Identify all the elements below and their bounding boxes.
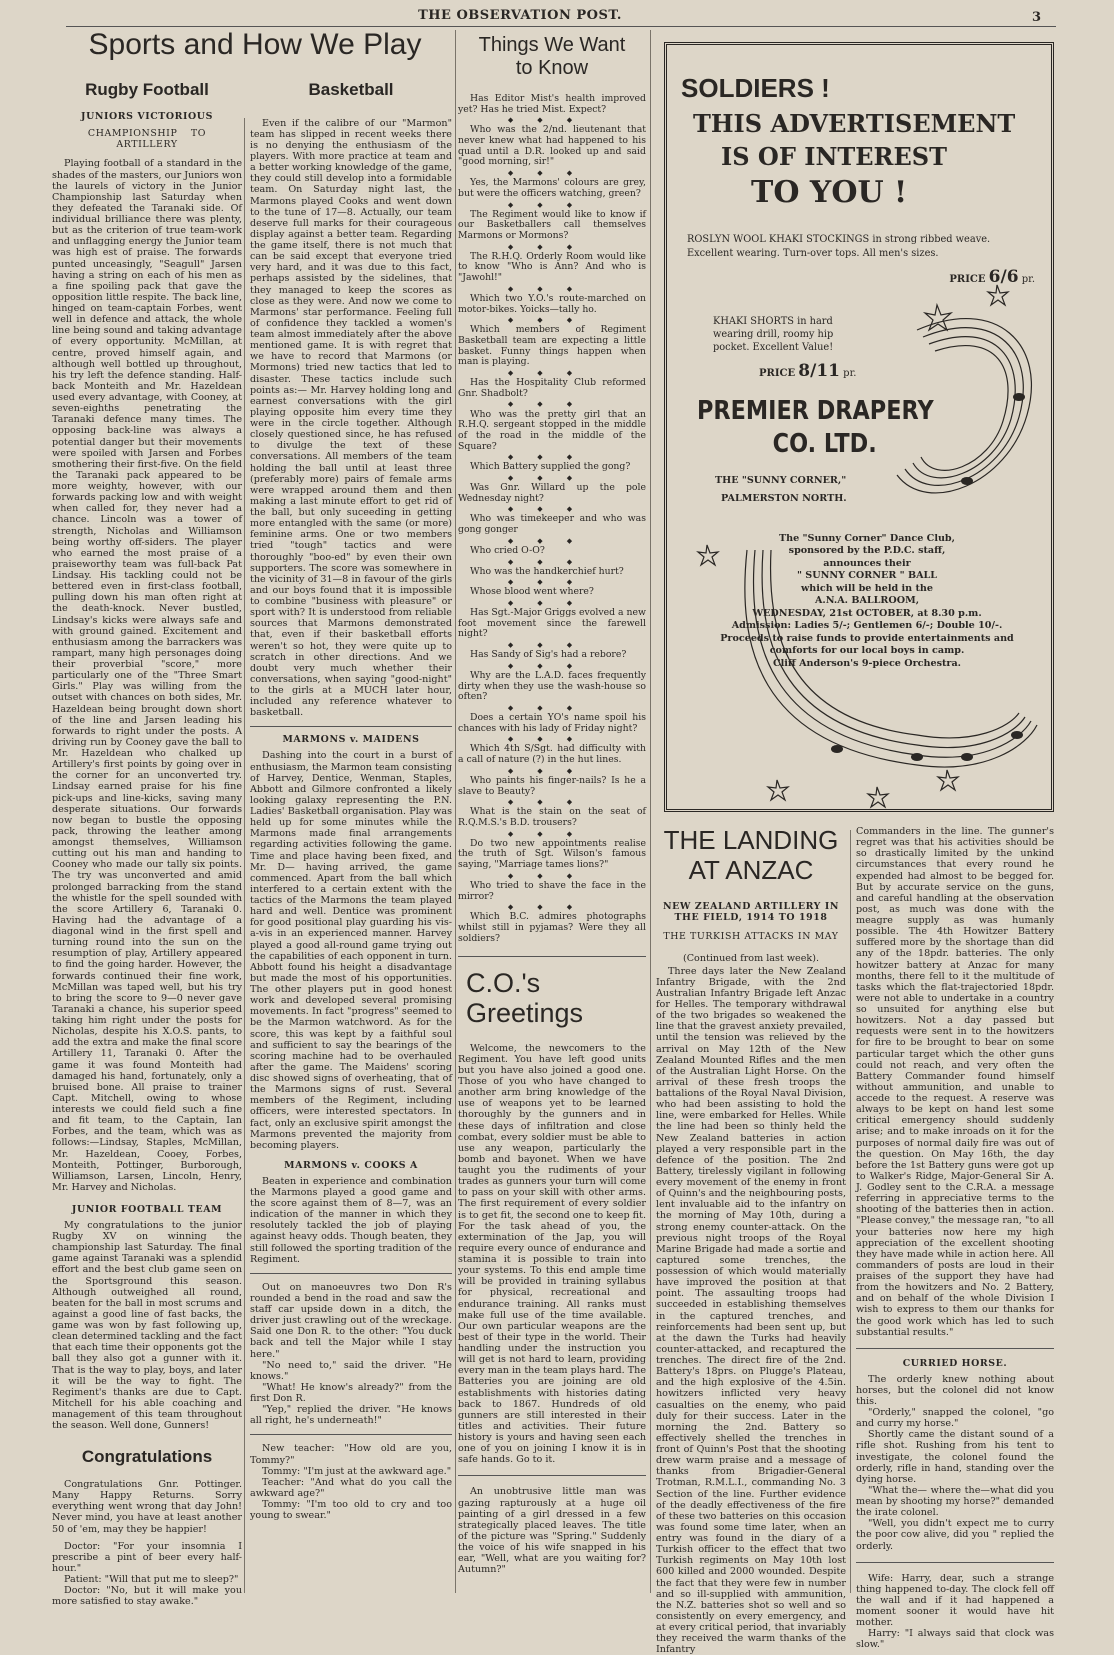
dance-line: A.N.A. BALLROOM, <box>814 595 920 607</box>
congratulations-text: Congratulations Gnr. Pottinger. Many Happy Returns. Sorry everything went wrong that day John! Never mind, you have at least another 50 of 'em, may they be happier! <box>52 1479 242 1535</box>
co-title-line: C.O.'s <box>466 968 541 999</box>
horse-line: Shortly came the distant sound of a rifle shot. Rushing from his tent to investigate, the colonel found the orderly, rifle in hand, standing over the dying horse. <box>856 1429 1054 1485</box>
horse-line: The orderly knew nothing about horses, but the colonel did not know this. <box>856 1373 1054 1407</box>
ad-headline-line: SOLDIERS ! <box>681 73 830 103</box>
stockings-price <box>667 267 1035 287</box>
question: Was Gnr. Willard up the pole Wednesday night? <box>458 482 646 504</box>
diamond-divider: ◆◆◆ <box>507 871 597 880</box>
question: Who was the handkerchief hurt? <box>470 565 624 577</box>
page-number: 3 <box>1032 10 1042 25</box>
continued-note: (Continued from last week). <box>682 952 820 964</box>
store-town: PALMERSTON NORTH. <box>721 493 847 505</box>
anzac-subhead-2: THE TURKISH ATTACKS IN MAY <box>663 930 839 942</box>
diamond-divider: ◆◆◆ <box>507 829 597 838</box>
basketball-heading: Basketball <box>308 80 394 99</box>
advertisement-box <box>664 42 1054 812</box>
diamond-divider: ◆◆◆ <box>507 599 597 608</box>
things-list <box>458 94 646 944</box>
question: Which two Y.O.'s route-marched on motor-bikes. Yoicks—tally ho. <box>458 292 646 315</box>
things-title: Things We Want to Know <box>478 34 626 79</box>
rugby-heading: Rugby Football <box>85 80 209 99</box>
price-unit: pr. <box>1021 273 1035 285</box>
ad-headline-line: THIS ADVERTISEMENT <box>693 109 1016 139</box>
story-line: "No need to," said the driver. "He knows." <box>250 1359 452 1382</box>
company-line: PREMIER DRAPERY <box>697 395 934 426</box>
dance-line: The "Sunny Corner" Dance Club, <box>779 533 955 544</box>
question: Has Sandy of Sig's had a rebore? <box>470 649 627 661</box>
marmons-cooks-heading: MARMONS v. COOKS A <box>284 1159 418 1171</box>
anzac-title <box>656 826 846 886</box>
dance-line: Proceeds to raise funds to provide entertainments and <box>720 632 1014 644</box>
dance-line: Admission: Ladies 5/-; Gentlemen 6/-; Double 10/-. <box>731 620 1003 632</box>
dance-line: which will be held in the <box>801 582 933 594</box>
diamond-divider: ◆◆◆ <box>507 284 597 293</box>
diamond-divider: ◆◆◆ <box>507 641 597 650</box>
story-line: "Yep," replied the driver. "He knows all right, he's underneath!" <box>250 1404 452 1427</box>
anzac-column-2 <box>856 826 1054 1651</box>
dance-notice <box>687 533 1047 670</box>
diamond-divider: ◆◆◆ <box>507 169 597 178</box>
clock-line: Harry: "I always said that clock was slow." <box>856 1628 1054 1651</box>
question: Has Sgt.-Major Griggs evolved a new foot movement since the farewell night? <box>458 607 646 640</box>
co-greetings-text: Welcome, the newcomers to the Regiment. You have left good units but you have also joined a good one. Those of you who have changed to another arm bring knowledge of the use of weapons yet to be learned thoroughly by the gunners and in these days of infiltration and close combat, every soldier must be able to use any weapon, particularly the bomb and bayonet. When we have taught you the rudiments of your trades as gunners your turn will come to pass on your skill with other arms. The first requirement of every soldier is to get fit, the second one to keep fit. For the task ahead of you, the extermination of the Jap, you will require every ounce of endurance and stamina it is possible to train into your systems. To this end ample time will be provided in training syllabus for physical, recreational and endurance training. All ranks must make full use of the time available. Our own particular weapons are the best of their type in the world. Their handling under the instruction you will get is not hard to learn, providing every man in the team plays hard. The Batteries you are joining are old establishments with histories dating back to 1867. Hundreds of old gunners are still interested in their titles and activities. Their future history is yours and having seen each one of you on joining I know it is in safe hands. Go to it. <box>458 1042 646 1466</box>
dance-line: comforts for our local boys in camp. <box>769 645 965 657</box>
ad-headline-block <box>693 108 1051 213</box>
marmons-maidens-article: Dashing into the court in a burst of enthusiasm, the Marmon team consisting of Harvey, Dentice, Wenman, Staples, Abbott and Gilmore confronted a likely looking galaxy representing the P.N. Ladies' Basketball organisation. Play was held up for some minutes while the Marmons made final arrangements regarding activities following the game. Time and place having been fixed, and Mr. D— having arrived, the game commenced. Apart from the ball which interfered to a certain extent with the tactics of the Marmons the team played hard and well. Dentice was prominent for good positional play guarding his vis-a-vis in an experienced manner. Harvey played a good all-round game trying out the capabilities of each opponent in turn. Abbott found his height a disadvantage but made the most of his opportunities. The other players put in good honest work and developed several promising movements. In fact "progress" seemed to be the Marmon watchword. As for the score, this was kept by a faithful soul and sufficient to say the bearings of the scoring machine had to be overhauled after the game. The Maidens' scoring disc showed signs of overheating, that of the Marmons signs of rust. Several members of the Regiment, including officers, were interested spectators. In fact, only an exclusive spirit amongst the Marmons prevented the majority from becoming players. <box>250 750 452 1151</box>
diamond-divider: ◆◆◆ <box>507 766 597 775</box>
painting-story: An unobtrusive little man was gazing rapturously at a huge oil painting of a girl dressed in a few strategically placed leaves. The title of the picture was "Spring." Suddenly the voice of his wife snapped in his ear, "Well, what are you waiting for? Autumn?" <box>458 1486 646 1576</box>
shorts-description: KHAKI SHORTS in hard wearing drill, roomy hip pocket. Excellent Value! <box>713 315 834 354</box>
diamond-divider: ◆◆◆ <box>507 536 597 545</box>
price-unit: pr. <box>843 367 857 379</box>
joke-line: New teacher: "How old are you, Tommy?" <box>250 1443 452 1466</box>
diamond-divider: ◆◆◆ <box>507 661 597 670</box>
marmons-maidens-heading: MARMONS v. MAIDENS <box>282 734 420 746</box>
diamond-divider: ◆◆◆ <box>507 557 597 566</box>
joke-line: Doctor: "No, but it will make you more satisfied to stay awake." <box>52 1585 242 1608</box>
junior-team-article: My congratulations to the junior Rugby XV on winning the championship last Saturday. The final game against Taranaki was a splendid effort and the best club game seen on the Sportsground this season. Although outweighed all round, beaten for the ball in most scrums and against a good line of fast backs, the game was won by fast following up, clean determined tackling and the fact that each time their opponents got the ball they also got a gunner with it. That is the way to play, boys, and later it will be the way to fight. The Regiment's thanks are due to Capt. Mitchell for his able coaching and management of this team throughout the season. Well done, Gunners! <box>52 1219 242 1432</box>
rugby-subhead: JUNIORS VICTORIOUS <box>81 110 213 122</box>
marmons-cooks-article: Beaten in experience and combination the Marmons played a good game and the score against them of 8—7, was an indication of the manner in which they resolutely tackled the job of playing against heavy odds. Though beaten, they still followed the sporting tradition of the Regiment. <box>250 1175 452 1265</box>
rugby-column <box>52 80 242 1608</box>
story-line: Out on manoeuvres two Don R's rounded a bend in the road and saw the staff car upside down in a ditch, the driver just crawling out of the wreckage. Said one Don R. to the other: "You duck back and tell the Major while I stay here." <box>250 1281 452 1360</box>
divider <box>250 1434 452 1435</box>
congratulations-heading: Congratulations <box>81 1447 213 1467</box>
question: What is the stain on the seat of R.Q.M.S.'s B.D. trousers? <box>458 806 646 828</box>
question: Does a certain YO's name spoil his chances with his lady of Friday night? <box>458 712 646 734</box>
joke-line: Tommy: "I'm too old to cry and too young to swear." <box>250 1499 452 1522</box>
dance-line: " SUNNY CORNER " BALL <box>796 570 938 582</box>
diamond-divider: ◆◆◆ <box>507 453 597 462</box>
basketball-article: Even if the calibre of our "Marmon" team has slipped in recent weeks there is no denying the enthusiasm of the players. With more practice at team and a better working knowledge of the game, they could still develop into a formidable team. On Saturday night last, the Marmons played Cooks and went down to the tune of 17—8. Actually, our team deserve full marks for their courageous display against a better team. Regarding the game itself, there is not much that can be said except that everyone tried very hard, and it was due to this fact, perhaps assisted by the sidelines, that they managed to keep the scores as close as they were. And now we come to Marmons' star performance. Feeling full of confidence they tackled a women's team almost immediately after the above mentioned game. It is with regret that we have to record that Marmons (or Mormons) tried new tactics that led to disaster. These tactics include such points as:— Mr. Harvey holding long and earnest conversations with the girl playing opposite him every time they were in the circle together. Although closely questioned since, he has refused to divulge the text of these conversations. All members of the team holding the ball until at least three (preferably more) pairs of female arms were wrapped around them and then making a last minute effort to get rid of the ball, but only suceeding in getting more entangled with the same (or more) feminine arms. One or two members tried "tough" tactics and were thoroughly "boo-ed" by even their own supporters. The score was somewhere in the vicinity of 31—8 in favour of the girls and our boys found that it is impossible to combine "business with pleasure" or sport with? It is understood from reliable sources that Marmons demonstrated that, even if their basketball efforts weren't so hot, they were quite up to scratch in other directions. And we doubt very much whether their conversations, when saying "good-night" to the girls at a MUCH later hour, included any reference whatever to basketball. <box>250 117 452 719</box>
horse-line: "What the— where the—what did you mean by shooting my horse?" demanded the irate colonel. <box>856 1484 1054 1519</box>
divider <box>856 1348 1054 1349</box>
price-label: PRICE <box>759 367 796 379</box>
question: Who tried to shave the face in the mirror? <box>458 879 646 902</box>
dance-line: Cliff Anderson's 9-piece Orchestra. <box>772 657 962 669</box>
diamond-divider: ◆◆◆ <box>507 242 597 251</box>
masthead-title: THE OBSERVATION POST. <box>418 8 622 23</box>
curried-horse-heading: CURRIED HORSE. <box>902 1357 1008 1369</box>
anzac-title-line: AT ANZAC <box>688 854 814 885</box>
question: Who was the pretty girl that an R.H.Q. sergeant stopped in the middle of the road in the middle of the Square? <box>458 408 646 452</box>
diamond-divider: ◆◆◆ <box>507 903 597 912</box>
diamond-divider: ◆◆◆ <box>507 703 597 712</box>
junior-team-heading: JUNIOR FOOTBALL TEAM <box>71 1204 223 1216</box>
diamond-divider: ◆◆◆ <box>507 798 597 807</box>
divider <box>250 726 452 727</box>
diamond-divider: ◆◆◆ <box>507 200 597 209</box>
question: Why are the L.A.D. faces frequently dirty when they use the wash-house so often? <box>458 669 646 703</box>
question: Which B.C. admires photographs whilst still in pyjamas? Were they all soldiers? <box>458 911 646 944</box>
question: Which members of Regiment Basketball team are expecting a little basket. Funny things happen when man is playing. <box>458 324 646 368</box>
price-value: 6/6 <box>988 266 1019 287</box>
clock-line: Wife: Harry, dear, such a strange thing happened to-day. The clock fell off the wall and if it had happened a moment sooner it would have hit mother. <box>856 1572 1054 1629</box>
question: Do two new appointments realise the truth of Sgt. Wilson's famous saying, "Marriage tames lions?" <box>458 837 646 871</box>
joke-line: Patient: "Will that put me to sleep?" <box>64 1574 239 1586</box>
divider <box>250 1273 452 1274</box>
rugby-article: Playing football of a standard in the shades of the masters, our Juniors won the laurels of victory in the Junior Championship last Saturday when they defeated the Taranaki side. Of individual brilliance there was plenty, but as the criterion of true team-work and unflagging energy the Junior team was high est of praise. The forwards punted unceasingly, "Seagull" Jarsen having a string on each of his men as a fine spoiling pack that gave the opposition little respite. The back line, hinged on team-captain Forbes, went well in defence and attack, the whole line being sound and taking advantage of every opportunity. McMillan, at centre, proved himself again, and although well bottled up throughout, his try left the defence standing. Half-back Monteith and Mr. Hazeldean used every advantage, with Cooney, at seven-eighths penetrating the Taranaki defence many times. The opposing back-line was always a potential danger but their movements were spoiled with Jarsen and Forbes smothering their first-five. On the field the Taranaki pack appeared to be more weighty, however, with our forwards packing low and with weight when called for, they never had a chance. Lincoln was a tower of strength, Nicholas and Williamson being worthy off-siders. The player who earned the most praise of a praiseworthy team was full-back Pat Lindsay. His tackling could not be bettered even in first-class football, pulling down his man often right at the death-knock. Never bustled, Lindsay's kicks were always safe and with ground gained. Excitement and enthusiasm among the barrackers was rampart, many high personages doing their proverbial "score," more particularly one of the "Three Smart Girls." Play was willing from the outset with chances on both sides, Mr. Hazeldean being brought down short of the line and Jarsen leading his forwards to right under the posts. A driving run by Cooney gave the ball to Mr. Hazeldean who chalked up Artillery's first points by going over in the corner for an unconverted try. Lindsay earned praise for his fine pick-ups and line-kicks, saving many desperate situations. Our forwards now began to bustle the opposing pack, throwing the leather among amongst themselves, Williamson cutting out his man and handing to Cooney who made our tally six points. The try was unconverted and amid prolonged barracking from the stand the whistle for the spell sounded with the score Artillery 6, Taranaki 0. Having had the advantage of a diagonal wind in the first spell and turning round into the sun on the resumption of play, Artillery appeared to find the going harder. However, the forwards continued their fine work, McMillan was taped well, but his try to bring the score to 9—0 never gave Taranaki a chance, his superior speed taking him right under the posts for Nicholas, despite his X.O.S. pants, to add the extra and make the final score Artillery 11, Taranaki 0. After the game it was found Monteith had damaged his hand, fortunately, only a bruised bone. All praise to trainer Capt. Mitchell, owing to whose interests we could field such a fine and fit team, to the Captain, Ian Forbes, and the team, which was as follows:—Lindsay, Staples, McMillan, Mr. Hazeldean, Cooey, Forbes, Monteith, Pottinger, Burborough, Williamson, Larsen, Lincoln, Henry, Mr. Harvey and Nicholas. <box>52 158 242 1193</box>
price-value: 8/11 <box>798 360 840 381</box>
question: The Regiment would like to know if our Basketballers call themselves Marmons or Mormons? <box>458 208 646 242</box>
anzac-article-continued: Commanders in the line. The gunner's regret was that his activities should be so drastically limited by the unkind circumstances that every round he expended had almost to be begged for. But by accurate service on the guns, and careful handling at the observation post, as much was done with the meagre supply as was humanly possible. The 4th Howitzer Battery suffered more by the shortage than did any of the 18pdr. batteries. The only howitzer battery at Anzac for many months, there fell to it the multitude of tasks which the flat-trajectoried 18pdr. were not able to undertake in a country so unsuited for anything else but howitzers. Not a day passed but requests were sent in to the howitzers for fire to be brought to bear on some particular target which the other guns could not reach, and very often the Battery Commander found himself without ammunition, and unable to accede to the request. A reserve was always to be kept on hand lest some critical emergency should suddenly arise; and to make inroads on it for the purposes of normal daily fire was out of the question. On May 16th, the day before the 1st Battery guns were got up to Walker's Ridge, Major-General Sir A. J. Godley sent to the C.R.A. a message referring in appreciative terms to the shooting of the batteries then in action. "Please convey," the message ran, "to all your batteries now here my high appreciation of the excellent shooting they have made while in action here. All commanders of posts are loud in their praises of the support they have had from the howitzers and No. 2 Battery, and on behalf of the whole Division I wish to express to them our thanks for the good work which has led to such substantial results." <box>856 826 1054 1338</box>
company-line: CO. LTD. <box>772 429 877 460</box>
question: Has Editor Mist's health improved yet? Has he tried Mist. Expect? <box>458 93 646 115</box>
question: Who was timekeeper and who was gong gonger <box>458 513 646 536</box>
masthead-rule <box>66 26 1056 27</box>
sports-title: Sports and How We Play <box>88 28 422 61</box>
company-name <box>697 395 1001 463</box>
question: Has the Hospitality Club reformed Gnr. Shadbolt? <box>458 377 646 399</box>
column-rule <box>650 30 651 1593</box>
divider <box>458 1475 646 1476</box>
question: Who was the 2/nd. lieutenant that never knew what had happened to his quad until a D.R. looked up and said "good morning, sir!" <box>458 124 646 168</box>
rugby-subhead-2: CHAMPIONSHIP TO ARTILLERY <box>87 127 207 150</box>
horse-line: "Well, you didn't expect me to curry the poor cow alive, did you " replied the orderly. <box>856 1518 1054 1552</box>
question: Yes, the Marmons' colours are grey, but were the officers watching, green? <box>458 177 646 199</box>
question: Which 4th S/Sgt. had difficulty with a call of nature (?) in the hut lines. <box>458 743 646 766</box>
diamond-divider: ◆◆◆ <box>507 473 597 482</box>
diamond-divider: ◆◆◆ <box>507 735 597 744</box>
column-rule <box>455 30 456 1593</box>
diamond-divider: ◆◆◆ <box>507 505 597 514</box>
anzac-subhead: NEW ZEALAND ARTILLERY IN THE FIELD, 1914 TO 1918 <box>662 900 839 923</box>
story-line: "What! He know's already?" from the first Don R. <box>250 1381 452 1405</box>
diamond-divider: ◆◆◆ <box>507 400 597 409</box>
ad-headline <box>681 73 1051 104</box>
basketball-column <box>250 80 452 1595</box>
diamond-divider: ◆◆◆ <box>507 316 597 325</box>
store-name: THE "SUNNY CORNER," <box>715 475 847 487</box>
question: Which Battery supplied the gong? <box>470 461 631 473</box>
dance-line: announces their <box>823 557 911 569</box>
anzac-column <box>656 825 846 1655</box>
dance-line: sponsored by the P.D.C. staff, <box>788 545 946 557</box>
things-column <box>458 34 646 1594</box>
ad-headline-line: IS OF INTEREST <box>721 141 947 171</box>
question: Who cried O-O? <box>470 544 545 556</box>
store-address <box>715 472 1051 508</box>
price-label: PRICE <box>949 273 986 285</box>
diamond-divider: ◆◆◆ <box>507 116 597 125</box>
stockings-description: ROSLYN WOOL KHAKI STOCKINGS in strong ribbed weave. Excellent wearing. Turn-over tops. All men's sizes. <box>687 234 991 260</box>
horse-line: "Orderly," snapped the colonel, "go and curry my horse." <box>856 1407 1054 1430</box>
shorts-price <box>759 361 1051 381</box>
joke-line: Teacher: "And what do you call the awkward age?" <box>250 1476 452 1499</box>
co-title-line: Greetings <box>466 998 584 1028</box>
joke-line: Tommy: "I'm just at the awkward age." <box>262 1465 452 1477</box>
diamond-divider: ◆◆◆ <box>507 369 597 378</box>
question: The R.H.Q. Orderly Room would like to know "Who is Ann? And who is "Jawohl!" <box>458 250 646 284</box>
dance-line: WEDNESDAY, 21st OCTOBER, at 8.30 p.m. <box>752 607 982 619</box>
column-rule <box>244 118 245 1593</box>
anzac-article: Three days later the New Zealand Infantry Brigade, with the 2nd Australian Infantry Brigade left Anzac for Helles. The temporary withdrawal of the two brigades so weakened the line that the gravest anxiety prevailed, until the tension was relieved by the arrival on May 12th of the New Zealand Mounted Rifles and the men of the Australian Light Horse. On the arrival of these fresh troops the battalions of the Royal Naval Division, who had been assisting to hold the line, were embarked for Helles. While the line had been so thinly held the New Zealand batteries in action played a very responsible part in the defence of the position. The 2nd Battery, tirelessly vigilant in following every movement of the enemy in front of Quinn's and the neighbouring posts, lent invaluable aid to the infantry on the morning of May 10th, during a strong enemy counter-attack. On the previous night troops of the Royal Marine Brigade had made a sortie and captured some trenches, the possession of which would materially have improved the position at that point. The assaulting troops had succeeded in establishing themselves in the captured trenches, and reinforcements had been sent up, but at the dawn the Turks had heavily counter-attacked, and recaptured the trenches. The direct fire of the 2nd. Battery's 18prs. on Plugge's Plateau, and the high explosive of the 4.5in. howitzers inflicted very heavy casualties on the enemy, who paid duly for their success. Later in the morning the 2nd. Battery so effectively shelled the trenches in front of Quinn's Post that the shooting drew warm praise and a message of thanks from Brigadier-General Trotman, R.M.L.I., commanding No. 3 Section of the line. Further evidence of the deadly effectiveness of the fire of these two batteries on this occasion was found some time later, when an entry was found in the diary of a Turkish officer to the effect that two Turkish regiments on May 10th lost 600 killed and 2000 wounded. Despite the fact that they were few in number and so ill-supplied with ammunition, the N.Z. batteries shot so well and so consistently on every emergency, and at every critical period, that invariably they received the warm thanks of the Infantry <box>656 965 846 1655</box>
divider <box>458 956 646 957</box>
co-greetings-title <box>466 969 646 1028</box>
question: Who paints his finger-nails? Is he a slave to Beauty? <box>458 774 646 797</box>
anzac-title-line: THE LANDING <box>663 825 839 855</box>
diamond-divider: ◆◆◆ <box>507 578 597 587</box>
ad-headline-line: TO YOU ! <box>751 174 908 210</box>
column-rule <box>850 830 851 1593</box>
joke-line: Doctor: "For your insomnia I prescribe a pint of beer every half-hour." <box>52 1540 242 1574</box>
divider <box>856 1562 1054 1563</box>
question: Whose blood went where? <box>470 586 594 598</box>
